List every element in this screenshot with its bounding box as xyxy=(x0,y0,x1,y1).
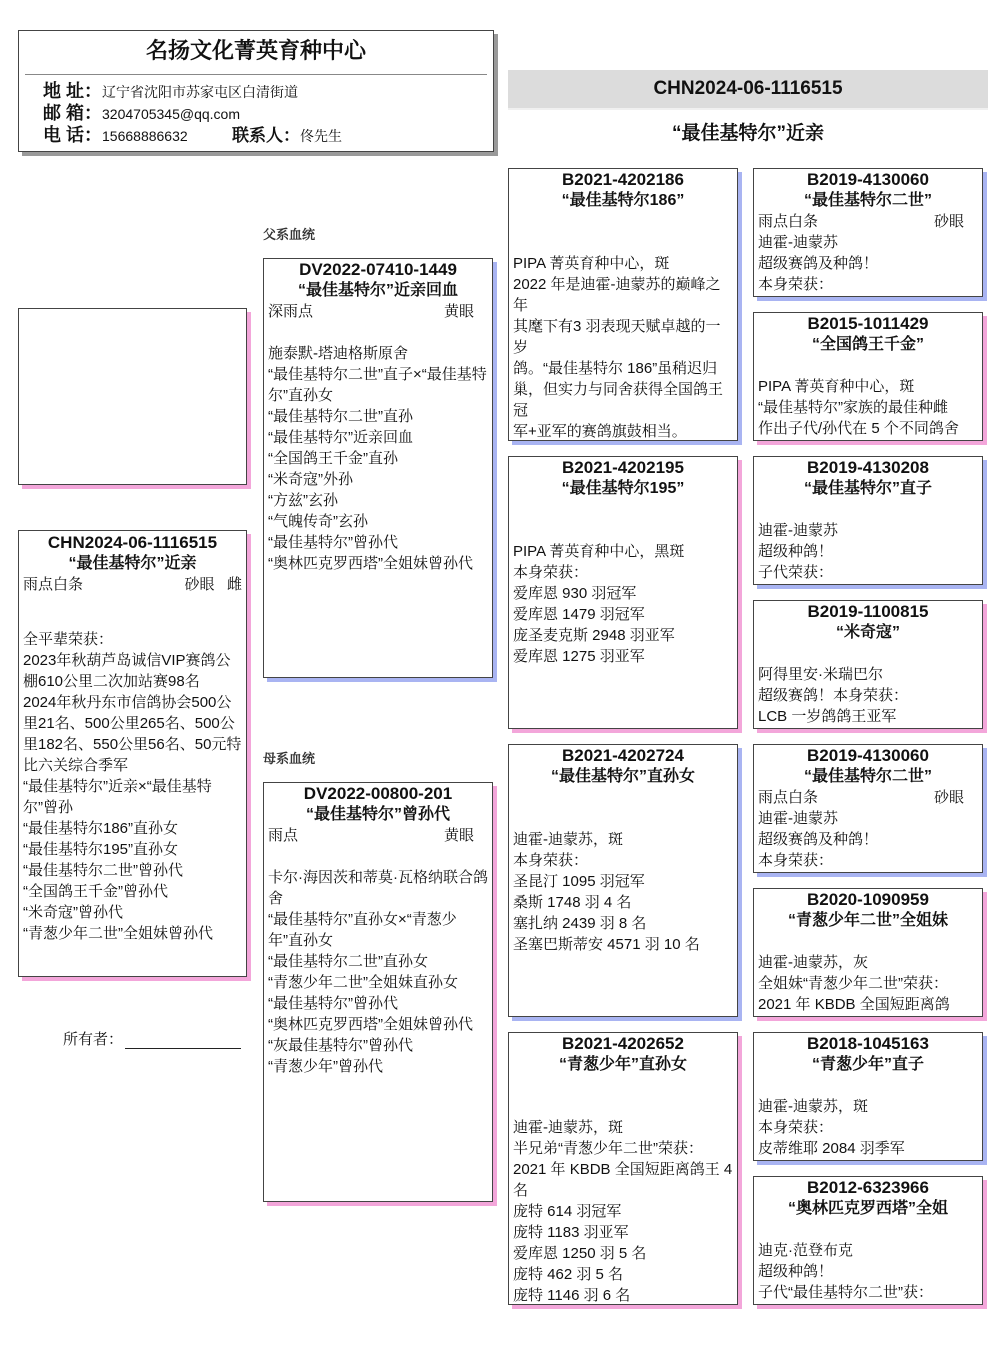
g3-line: 超级赛鸽及种鸽！ xyxy=(758,831,879,848)
g3-line xyxy=(758,643,978,664)
g3-line: 迪克·范登布克 xyxy=(758,1242,853,1259)
g3-line: 超级赛鸽！本身荣获： xyxy=(758,687,909,704)
subject-line: “青葱少年二世”全姐妹曾孙代 xyxy=(23,925,213,942)
subject-line: 2024年秋丹东市信鸽协会500公里21名、500公里265名、500公里182名、550公里56名、50元特比六关综合季军 xyxy=(23,694,242,774)
granddam-paternal-card xyxy=(508,456,738,729)
owner-signature-line[interactable] xyxy=(125,1032,241,1049)
g3-ring: B2019-1100815 xyxy=(807,602,929,621)
g3-ring: B2019-4130060 xyxy=(807,746,929,765)
dam-card xyxy=(263,782,493,1202)
g2-line: 爱库恩 1479 羽冠军 xyxy=(513,606,645,623)
dam-line: “最佳基特尔”曾孙代 xyxy=(268,995,398,1012)
sire-line: “米奇寇”外孙 xyxy=(268,471,353,488)
sire-line: 施泰默-塔迪格斯原舍 xyxy=(268,345,408,362)
g3-line xyxy=(758,355,978,376)
g2-ring: B2021-4202724 xyxy=(562,746,684,765)
g2-line: 迪霍-迪蒙苏，斑 xyxy=(513,831,623,848)
sire-line: “最佳基特尔”曾孙代 xyxy=(268,534,398,551)
g3-line xyxy=(758,1219,978,1240)
g3-line xyxy=(758,1075,978,1096)
banner-ring: CHN2024-06-1116515 xyxy=(653,78,843,99)
g3-traits xyxy=(754,211,982,232)
g3-line: 2021 年 KBDB 全国短距离鸽 xyxy=(758,996,950,1013)
g3-details xyxy=(754,808,982,871)
breeder-header-card xyxy=(18,30,494,152)
g2-line: PIPA 菁英育种中心，斑 xyxy=(513,255,670,272)
sire-traits xyxy=(264,301,492,322)
g2-line xyxy=(513,787,733,808)
sire-line: “最佳基特尔”近亲回血 xyxy=(268,429,413,446)
ggp-card-1 xyxy=(753,168,983,297)
banner-subtitle: “最佳基特尔”近亲 xyxy=(671,123,824,144)
contact-value: 佟先生 xyxy=(300,128,343,144)
breeder-title: 名扬文化菁英育种中心 xyxy=(145,38,366,63)
header-divider xyxy=(25,74,487,75)
g3-line: 子代“最佳基特尔二世”获： xyxy=(758,1284,933,1301)
sire-name: “最佳基特尔”近亲回血 xyxy=(297,282,458,299)
g3-name: “青葱少年二世”全姐妹 xyxy=(787,912,948,929)
g2-line: 爱库恩 930 羽冠军 xyxy=(513,585,637,602)
dam-traits xyxy=(264,825,492,846)
ggp-card-5 xyxy=(753,744,983,873)
g3-details xyxy=(754,931,982,1015)
subject-sex: 雌 xyxy=(226,576,242,593)
subject-card xyxy=(18,530,247,977)
g3-line: 作出子代/孙代在 5 个不同鸽舍 xyxy=(758,420,959,437)
dam-ring: DV2022-00800-201 xyxy=(303,784,453,803)
g2-line: 圣塞巴斯蒂安 4571 羽 10 名 xyxy=(513,936,700,953)
g3-ring: B2012-6323966 xyxy=(807,1178,929,1197)
g3-name: “最佳基特尔二世” xyxy=(803,768,932,785)
g3-details xyxy=(754,1219,982,1303)
g2-details xyxy=(509,787,737,955)
g2-details xyxy=(509,499,737,667)
g3-line: 迪霍-迪蒙苏 xyxy=(758,810,838,827)
g2-line: 2022 年是迪霍-迪蒙苏的巅峰之年 xyxy=(513,276,721,314)
g2-line: 塞扎纳 2439 羽 8 名 xyxy=(513,915,647,932)
g2-line xyxy=(513,808,733,829)
g2-line xyxy=(513,211,733,232)
g3-name: “米奇寇” xyxy=(835,624,900,641)
g3-line: 迪霍-迪蒙苏，斑 xyxy=(758,1098,868,1115)
sire-details xyxy=(264,322,492,574)
ggp-card-3 xyxy=(753,456,983,585)
g2-line: 庞特 614 羽冠军 xyxy=(513,1203,622,1220)
ggp-card-6 xyxy=(753,888,983,1017)
ggp-card-4 xyxy=(753,600,983,729)
g3-line: 皮蒂维耶 2084 羽季军 xyxy=(758,1140,905,1157)
dam-eye: 黄眼 xyxy=(443,827,474,844)
banner-ring-bar xyxy=(508,70,988,110)
g3-ring: B2015-1011429 xyxy=(807,314,929,333)
dam-color: 雨点 xyxy=(268,827,299,844)
sire-line: “全国鸽王千金”直孙 xyxy=(268,450,398,467)
g3-eye: 砂眼 xyxy=(933,213,964,230)
g2-details xyxy=(509,211,737,441)
g3-details xyxy=(754,499,982,583)
granddam-maternal-card xyxy=(508,1032,738,1305)
g2-line: 庞特 1146 羽 6 名 xyxy=(513,1287,631,1304)
g3-line: 超级种鸽！ xyxy=(758,1263,834,1280)
g3-line: 超级种鸽！ xyxy=(758,543,834,560)
dam-line: “青葱少年”曾孙代 xyxy=(268,1058,383,1075)
grandsire-paternal-card xyxy=(508,168,738,441)
g2-line: 庞特 1183 羽亚军 xyxy=(513,1224,629,1241)
dam-line: “最佳基特尔”直孙女×“青葱少年”直孙女 xyxy=(268,911,457,949)
g3-name: “最佳基特尔”直子 xyxy=(803,480,932,497)
g3-line: 子代荣获： xyxy=(758,564,834,581)
g2-line: 军+亚军的赛鸽旗鼓相当。 xyxy=(513,423,687,440)
g3-line: 本身荣获： xyxy=(758,276,834,293)
owner-field xyxy=(63,1028,241,1049)
owner-label: 所有者： xyxy=(63,1031,124,1048)
sire-color: 深雨点 xyxy=(268,303,314,320)
dam-line: “最佳基特尔二世”直孙女 xyxy=(268,953,428,970)
dam-line xyxy=(268,846,488,867)
g2-line xyxy=(513,1075,733,1096)
subject-ring: CHN2024-06-1116515 xyxy=(47,533,218,552)
dam-details xyxy=(264,846,492,1077)
g3-ring: B2020-1090959 xyxy=(807,890,929,909)
dam-name: “最佳基特尔”曾孙代 xyxy=(305,806,450,823)
dam-line: “青葱少年二世”全姐妹直孙女 xyxy=(268,974,458,991)
g2-line: 其麾下有3 羽表现天赋卓越的一岁 xyxy=(513,318,721,356)
sire-line: “气魄传奇”玄孙 xyxy=(268,513,368,530)
g2-line xyxy=(513,520,733,541)
subject-line: “全国鸽王千金”曾孙代 xyxy=(23,883,168,900)
g3-details xyxy=(754,1075,982,1159)
g3-line: 迪霍-迪蒙苏 xyxy=(758,522,838,539)
g3-traits xyxy=(754,787,982,808)
g3-line: 超级赛鸽及种鸽！ xyxy=(758,255,879,272)
g2-details xyxy=(509,1075,737,1305)
subject-line: “最佳基特尔186”直孙女 xyxy=(23,820,179,837)
g2-line: 爱库恩 1275 羽亚军 xyxy=(513,648,645,665)
subject-line: “最佳基特尔二世”曾孙代 xyxy=(23,862,183,879)
g3-line: 迪霍-迪蒙苏，灰 xyxy=(758,954,868,971)
g3-details xyxy=(754,232,982,295)
g2-line: 圣昆汀 1095 羽冠军 xyxy=(513,873,645,890)
phone-value: 15668886632 xyxy=(102,128,188,144)
g3-line xyxy=(758,931,978,952)
g2-line: 本身荣获： xyxy=(513,564,589,581)
g2-line: 半兄弟“青葱少年二世”荣获： xyxy=(513,1140,703,1157)
sire-line xyxy=(268,322,488,343)
subject-traits xyxy=(19,574,246,595)
g3-color: 雨点白条 xyxy=(758,789,819,806)
sire-line: “奥林匹克罗西塔”全姐妹曾孙代 xyxy=(268,555,473,572)
subject-eye: 砂眼 xyxy=(184,576,215,593)
dam-line-label: 母系血统 xyxy=(263,751,316,766)
g2-ring: B2021-4202186 xyxy=(562,170,684,189)
ggp-card-2 xyxy=(753,312,983,441)
g2-ring: B2021-4202652 xyxy=(562,1034,684,1053)
g3-line: 迪霍-迪蒙苏 xyxy=(758,234,838,251)
sire-line: “方兹”玄孙 xyxy=(268,492,338,509)
g2-line: 2021 年 KBDB 全国短距离鸽王 4 名 xyxy=(513,1161,737,1199)
g2-line xyxy=(513,1096,733,1117)
subject-line: “米奇寇”曾孙代 xyxy=(23,904,123,921)
ggp-card-7 xyxy=(753,1032,983,1161)
g3-line: “最佳基特尔”家族的最佳种雌 xyxy=(758,399,948,416)
g2-line: 桑斯 1748 羽 4 名 xyxy=(513,894,632,911)
address-label: 地 址： xyxy=(43,81,103,101)
g3-line: 本身荣获： xyxy=(758,852,834,869)
phone-label: 电 话： xyxy=(43,125,103,145)
g3-line: 阿得里安·米瑞巴尔 xyxy=(758,666,883,683)
sire-ring: DV2022-07410-1449 xyxy=(299,260,457,279)
g3-name: “最佳基特尔二世” xyxy=(803,192,932,209)
sire-card xyxy=(263,258,493,678)
grandsire-maternal-card xyxy=(508,744,738,1017)
g2-ring: B2021-4202195 xyxy=(562,458,684,477)
g2-line xyxy=(513,499,733,520)
g2-line: 本身荣获： xyxy=(513,852,589,869)
g3-name: “奥林匹克罗西塔”全姐 xyxy=(787,1200,948,1217)
g2-line: 爱库恩 1250 羽 5 名 xyxy=(513,1245,647,1262)
sire-line: “最佳基特尔二世”直子×“最佳基特尔”直孙女 xyxy=(268,366,487,404)
g3-color: 雨点白条 xyxy=(758,213,819,230)
g2-line: 迪霍-迪蒙苏，斑 xyxy=(513,1119,623,1136)
g2-line xyxy=(513,232,733,253)
sire-line-label: 父系血统 xyxy=(263,227,316,242)
sire-eye: 黄眼 xyxy=(443,303,474,320)
dam-line: “奥林匹克罗西塔”全姐妹曾孙代 xyxy=(268,1016,473,1033)
g2-name: “最佳基特尔”直孙女 xyxy=(550,768,695,785)
g3-ring: B2019-4130060 xyxy=(807,170,929,189)
g3-ring: B2019-4130208 xyxy=(807,458,929,477)
g3-name: “全国鸽王千金” xyxy=(811,336,924,353)
email-label: 邮 箱： xyxy=(43,103,103,123)
sire-line: “最佳基特尔二世”直孙 xyxy=(268,408,413,425)
g3-line xyxy=(758,499,978,520)
g2-line: PIPA 菁英育种中心，黑斑 xyxy=(513,543,685,560)
contact-label: 联系人： xyxy=(232,126,301,145)
g3-ring: B2018-1045163 xyxy=(807,1034,929,1053)
subject-line: “最佳基特尔”近亲×“最佳基特尔”曾孙 xyxy=(23,778,212,816)
g3-line: PIPA 菁英育种中心，斑 xyxy=(758,378,915,395)
g3-line: 本身荣获： xyxy=(758,1119,834,1136)
email-value[interactable]: 3204705345@qq.com xyxy=(102,106,240,122)
subject-details xyxy=(19,629,246,944)
ggp-card-8 xyxy=(753,1176,983,1305)
g3-eye: 砂眼 xyxy=(933,789,964,806)
g3-details xyxy=(754,643,982,727)
g2-line: 鸽。“最佳基特尔 186”虽稍迟归巢，但实力与同舍获得全国鸽王冠 xyxy=(513,360,724,419)
g3-line: 全姐妹“青葱少年二世”荣获： xyxy=(758,975,948,992)
dam-line: 卡尔·海因茨和蒂莫·瓦格纳联合鸽舍 xyxy=(268,869,488,907)
subject-line: “最佳基特尔195”直孙女 xyxy=(23,841,179,858)
g3-name: “青葱少年”直子 xyxy=(811,1056,924,1073)
pigeon-photo-frame xyxy=(18,308,247,485)
g2-line: 庞圣麦克斯 2948 羽亚军 xyxy=(513,627,675,644)
g3-line: LCB 一岁鸽鸽王亚军 xyxy=(758,708,897,725)
subject-line: 2023年秋葫芦岛诚信VIP赛鸽公棚610公里二次加站赛98名 xyxy=(23,652,231,690)
subject-line: 全平辈荣获： xyxy=(23,631,114,648)
subject-name: “最佳基特尔”近亲 xyxy=(68,555,197,572)
g2-name: “青葱少年”直孙女 xyxy=(558,1056,687,1073)
g2-name: “最佳基特尔195” xyxy=(561,480,685,497)
g2-name: “最佳基特尔186” xyxy=(561,192,685,209)
g2-line: 庞特 462 羽 5 名 xyxy=(513,1266,624,1283)
g3-details xyxy=(754,355,982,439)
subject-color: 雨点白条 xyxy=(23,576,84,593)
address-value: 辽宁省沈阳市苏家屯区白清街道 xyxy=(102,84,299,100)
dam-line: “灰最佳基特尔”曾孙代 xyxy=(268,1037,413,1054)
